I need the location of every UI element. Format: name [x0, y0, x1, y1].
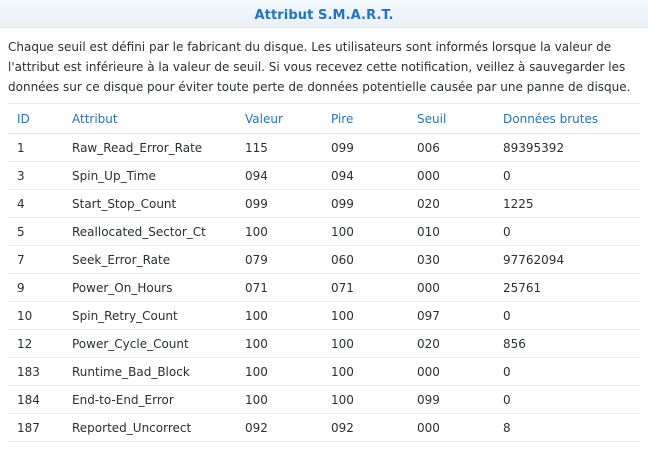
cell-raw-data: 0 [494, 162, 640, 190]
cell-id: 10 [8, 302, 63, 330]
cell-threshold: 000 [408, 274, 494, 302]
cell-threshold: 010 [408, 218, 494, 246]
cell-raw-data: 1225 [494, 190, 640, 218]
table-row[interactable] [8, 302, 640, 330]
cell-attribute: Seek_Error_Rate [63, 246, 236, 274]
cell-id: 183 [8, 358, 63, 386]
cell-worst: 060 [322, 246, 408, 274]
cell-worst: 071 [322, 274, 408, 302]
description-text: Chaque seuil est défini par le fabricant du disque. Les utilisateurs sont informés lorsque la valeur de l'attribut est inférieure à la valeur de seuil. Si vous recevez cette notification, veillez à sauvegarder les données sur ce disque pour éviter toute perte de données potentielle causée par une panne de disque. [8, 40, 631, 94]
cell-id: 187 [8, 414, 63, 442]
cell-threshold: 000 [408, 414, 494, 442]
table-row[interactable] [8, 330, 640, 358]
panel-title: Attribut S.M.A.R.T. [254, 8, 394, 23]
cell-raw-data: 0 [494, 302, 640, 330]
cell-attribute: Spin_Retry_Count [63, 302, 236, 330]
cell-worst: 092 [322, 414, 408, 442]
cell-value: 100 [236, 358, 322, 386]
cell-threshold: 020 [408, 330, 494, 358]
cell-attribute: Reallocated_Sector_Ct [63, 218, 236, 246]
table-row[interactable] [8, 218, 640, 246]
table-row[interactable] [8, 274, 640, 302]
cell-raw-data: 0 [494, 358, 640, 386]
cell-threshold: 030 [408, 246, 494, 274]
cell-attribute: Raw_Read_Error_Rate [63, 134, 236, 162]
cell-attribute: Power_On_Hours [63, 274, 236, 302]
cell-id: 4 [8, 190, 63, 218]
cell-raw-data: 0 [494, 386, 640, 414]
cell-value: 100 [236, 386, 322, 414]
cell-raw-data: 25761 [494, 274, 640, 302]
cell-attribute: Spin_Up_Time [63, 162, 236, 190]
cell-value: 071 [236, 274, 322, 302]
cell-value: 094 [236, 162, 322, 190]
cell-worst: 094 [322, 162, 408, 190]
cell-attribute: Reported_Uncorrect [63, 414, 236, 442]
cell-value: 079 [236, 246, 322, 274]
cell-attribute: Runtime_Bad_Block [63, 358, 236, 386]
cell-threshold: 000 [408, 358, 494, 386]
cell-attribute: Start_Stop_Count [63, 190, 236, 218]
column-header-value[interactable]: Valeur [236, 104, 322, 134]
cell-value: 100 [236, 302, 322, 330]
cell-worst: 100 [322, 330, 408, 358]
column-header-worst[interactable]: Pire [322, 104, 408, 134]
table-row[interactable] [8, 358, 640, 386]
cell-worst: 100 [322, 358, 408, 386]
cell-id: 5 [8, 218, 63, 246]
cell-value: 100 [236, 330, 322, 358]
cell-worst: 099 [322, 134, 408, 162]
cell-worst: 099 [322, 190, 408, 218]
cell-value: 100 [236, 218, 322, 246]
table-row[interactable] [8, 134, 640, 162]
cell-attribute: Power_Cycle_Count [63, 330, 236, 358]
cell-worst: 100 [322, 218, 408, 246]
cell-id: 7 [8, 246, 63, 274]
cell-raw-data: 89395392 [494, 134, 640, 162]
cell-threshold: 097 [408, 302, 494, 330]
cell-threshold: 000 [408, 162, 494, 190]
cell-id: 9 [8, 274, 63, 302]
cell-threshold: 006 [408, 134, 494, 162]
cell-id: 184 [8, 386, 63, 414]
title-bar [0, 0, 648, 28]
table-row[interactable] [8, 162, 640, 190]
cell-id: 3 [8, 162, 63, 190]
column-header-attribute[interactable]: Attribut [63, 104, 236, 134]
table-body [8, 134, 640, 442]
cell-id: 12 [8, 330, 63, 358]
cell-attribute: End-to-End_Error [63, 386, 236, 414]
cell-worst: 100 [322, 386, 408, 414]
cell-raw-data: 8 [494, 414, 640, 442]
cell-raw-data: 856 [494, 330, 640, 358]
column-header-threshold[interactable]: Seuil [408, 104, 494, 134]
cell-worst: 100 [322, 302, 408, 330]
cell-value: 099 [236, 190, 322, 218]
smart-attributes-table [8, 103, 640, 442]
cell-raw-data: 97762094 [494, 246, 640, 274]
cell-id: 1 [8, 134, 63, 162]
header-row [8, 104, 640, 134]
table-row[interactable] [8, 190, 640, 218]
cell-threshold: 020 [408, 190, 494, 218]
cell-threshold: 099 [408, 386, 494, 414]
table-row[interactable] [8, 246, 640, 274]
cell-value: 092 [236, 414, 322, 442]
cell-value: 115 [236, 134, 322, 162]
cell-raw-data: 0 [494, 218, 640, 246]
table-row[interactable] [8, 386, 640, 414]
table-row[interactable] [8, 414, 640, 442]
column-header-id[interactable]: ID [8, 104, 63, 134]
table-header [8, 104, 640, 134]
column-header-raw-data[interactable]: Données brutes [494, 104, 640, 134]
